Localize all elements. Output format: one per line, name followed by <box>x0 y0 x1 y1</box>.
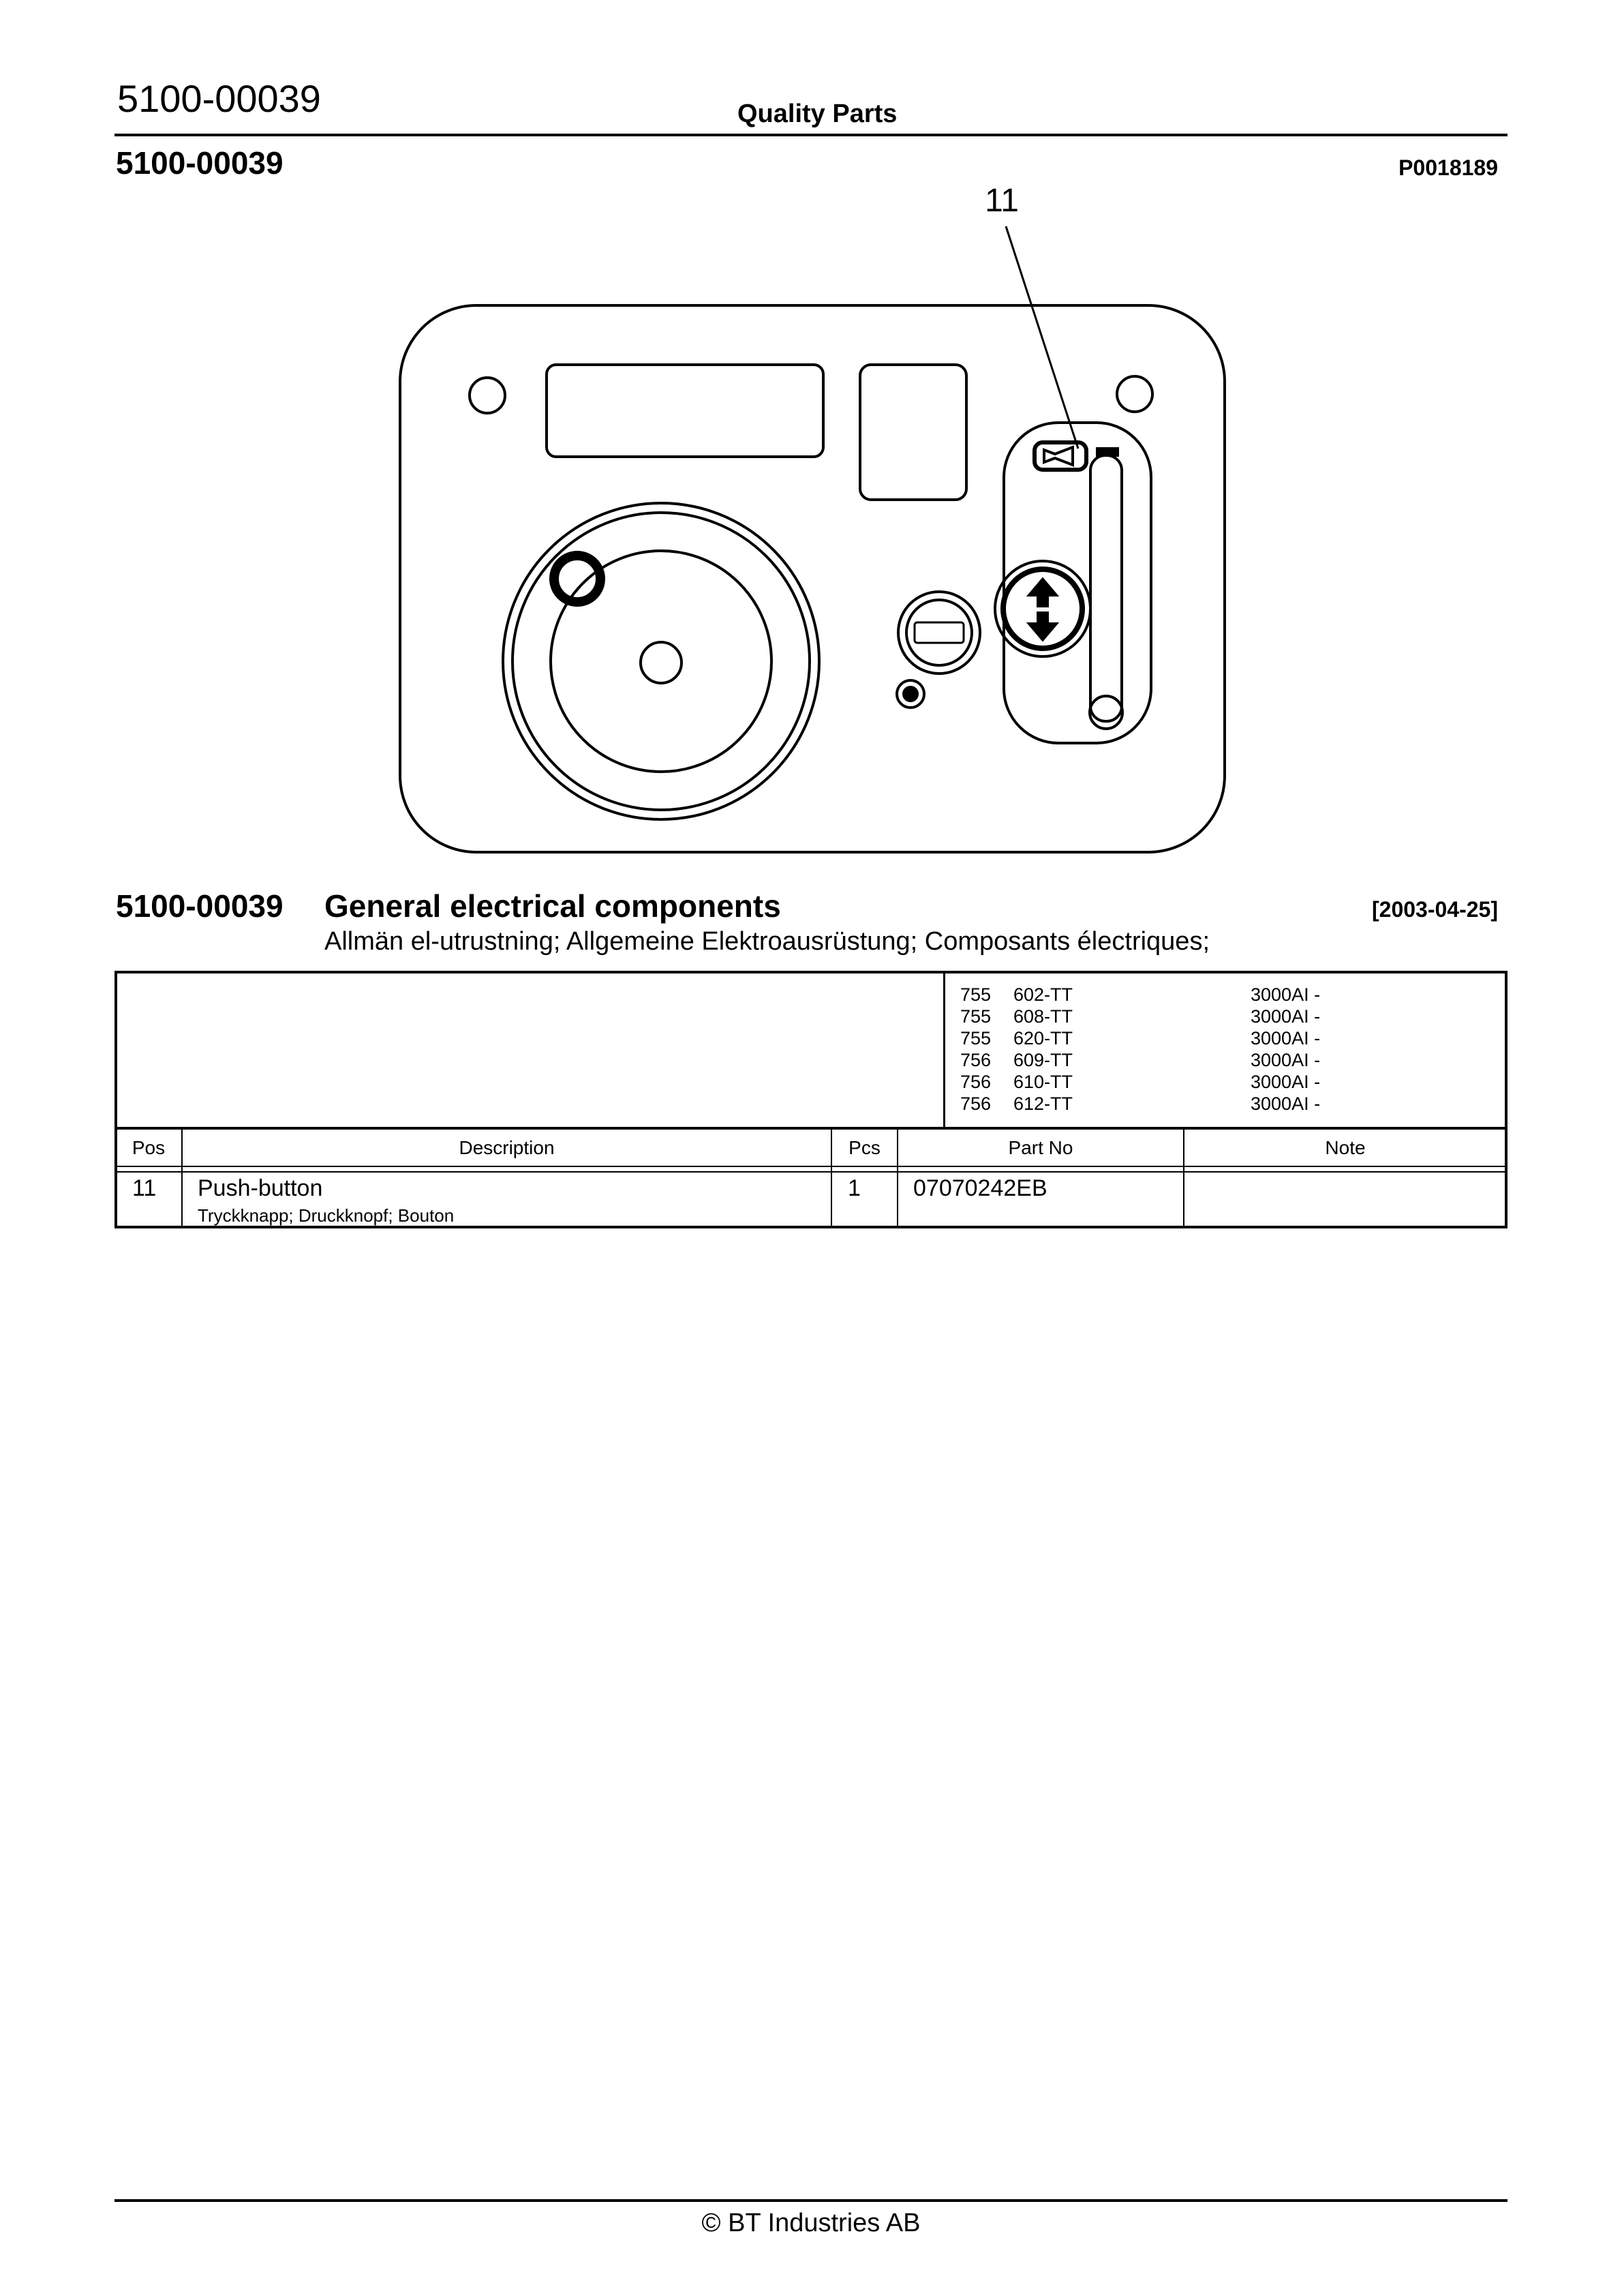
model-list: 755 602-TT 3000AI - 755 608-TT 3000AI - 755 620-TT 3000AI - 756 609-TT 3000AI - 756 610-TT 3000AI - 756 612-TT 3000AI - <box>943 973 1508 1128</box>
figure-id: P0018189 <box>1398 155 1498 180</box>
steering-wheel-rim <box>512 513 810 810</box>
section-id: 5100-00039 <box>116 145 284 181</box>
table-header-top-line <box>114 1127 1508 1130</box>
steering-wheel-inner <box>551 551 771 772</box>
column-header-part-no: Part No <box>1008 1137 1073 1158</box>
callout-leader-line <box>1006 226 1078 449</box>
column-header-note: Note <box>1325 1137 1366 1158</box>
title-text: General electrical components <box>324 888 781 924</box>
mounting-hole-right <box>1117 376 1152 412</box>
document-number: 5100-00039 <box>117 77 321 120</box>
title-id: 5100-00039 <box>116 888 284 924</box>
panel-outline <box>400 305 1225 852</box>
steering-knob <box>554 556 600 602</box>
key-switch-slot <box>915 622 964 643</box>
control-panel-drawing <box>0 0 1622 886</box>
mounting-hole-left <box>470 378 505 413</box>
key-switch-outer <box>898 592 980 674</box>
lever-slot-end <box>1090 696 1122 729</box>
copyright: © BT Industries AB <box>701 2209 921 2237</box>
row-description: Push-button <box>198 1175 323 1201</box>
quality-parts-label: Quality Parts <box>737 100 898 128</box>
table-header-bottom-line-2 <box>114 1171 1508 1173</box>
steering-wheel-hub <box>641 642 682 683</box>
table-header-bottom-line <box>114 1166 1508 1167</box>
column-header-pos: Pos <box>132 1137 166 1158</box>
title-date: [2003-04-25] <box>1372 897 1498 922</box>
row-part-no: 07070242EB <box>913 1175 1047 1201</box>
callout-label: 11 <box>985 183 1019 219</box>
title-translations: Allmän el-utrustning; Allgemeine Elektroausrüstung; Composants électriques; <box>324 927 1210 956</box>
row-pcs: 1 <box>848 1175 861 1201</box>
indicator-window <box>860 365 966 500</box>
key-switch-inner <box>906 600 972 665</box>
row-pos: 11 <box>132 1175 157 1201</box>
column-header-description: Description <box>459 1137 555 1158</box>
row-description-translations: Tryckknapp; Druckknopf; Bouton <box>198 1205 455 1226</box>
footer-divider <box>114 2199 1508 2202</box>
display-window <box>547 365 823 457</box>
column-header-pcs: Pcs <box>848 1137 881 1158</box>
direction-button-outer <box>995 561 1090 656</box>
lever-slot <box>1090 455 1122 721</box>
